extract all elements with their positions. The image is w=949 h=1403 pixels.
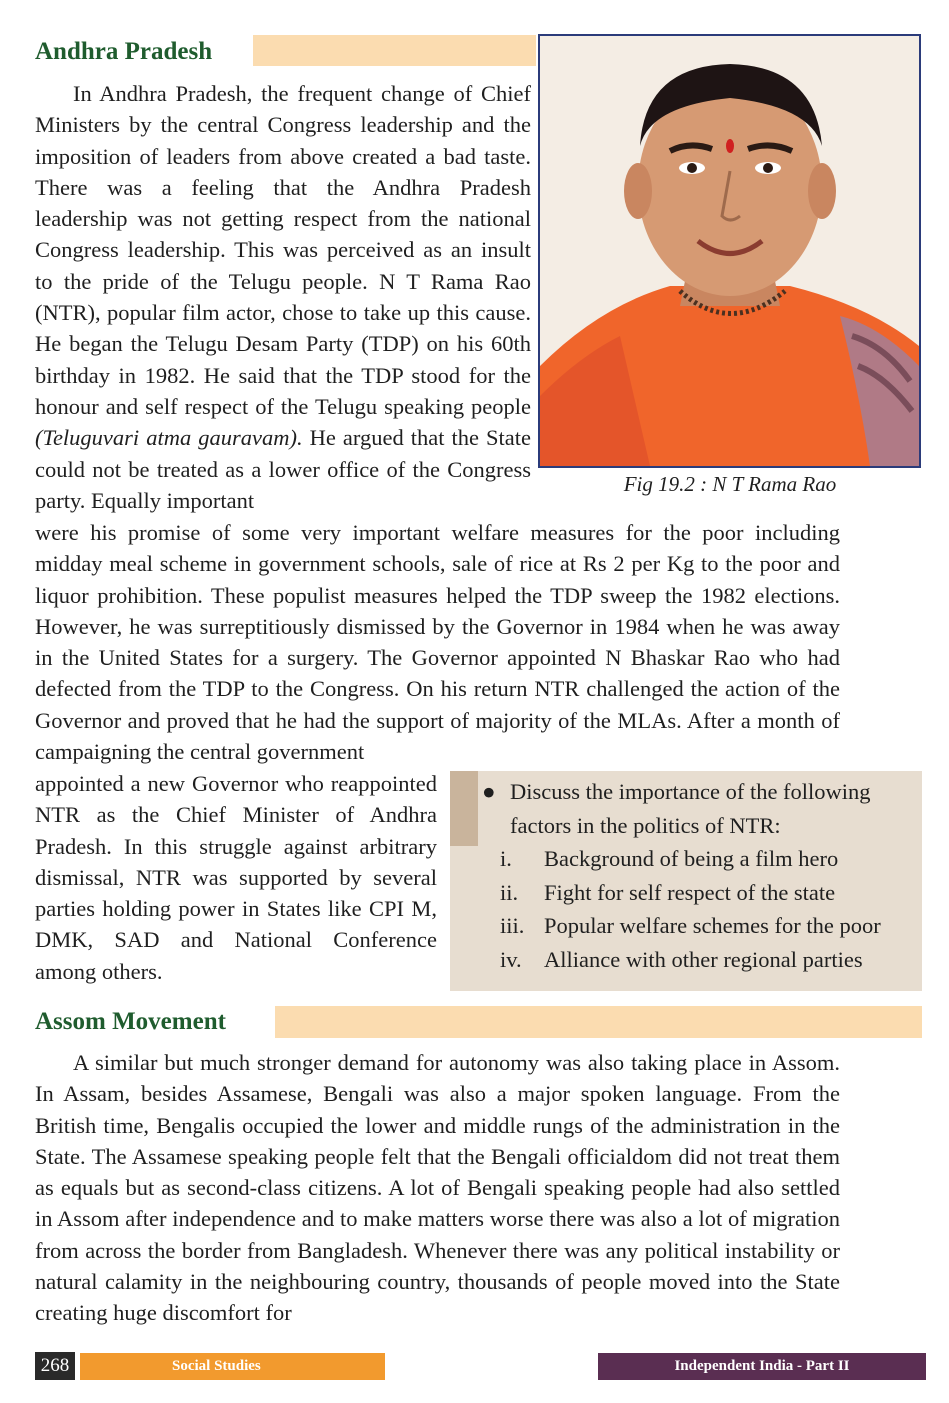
list-item: iv. Alliance with other regional parties [500, 946, 863, 972]
andhra-paragraph-1: In Andhra Pradesh, the frequent change of Chief Ministers by the central Congress leadership and the imposition of leaders from above created a bad taste. There was a feeling that the Andhra Pradesh leadership was not getting respect from the national Congress leadership. This was perceived as an insult to the pride of the Telugu people. N T Rama Rao (NTR), popular film actor, chose to take up this cause. He began the Telugu Desam Party (TDP) on his 60th birthday in 1982. He said that the TDP stood for the honour and self respect of the Telugu speaking people (Teluguvari atma gauravam). He argued that the State could not be treated as a lower office of the Congress party. Equally important [35, 81, 531, 513]
section-heading-andhra-pradesh: Andhra Pradesh [35, 38, 213, 65]
section-heading-assom-movement: Assom Movement [35, 1008, 226, 1035]
discussion-box-tab [450, 771, 478, 846]
assom-paragraph-1: A similar but much stronger demand for autonomy was also taking place in Assom. In Assam, besides Assamese, Bengali was also a major spoken language. From the British time, Bengalis occupied the lower and middle rungs of the administration in the State. The Assamese speaking people felt that the Bengali officialdom did not treat them as equals but as second-class citizens. A lot of Bengali speaking people had also settled in Assom after independence and to make matters worse there was also a lot of migration from across the border from Bangladesh. Whenever there was any political instability or natural calamity in the neighbouring country, thousands of people moved into the State creating huge discomfort for [35, 1050, 840, 1326]
andhra-paragraph-2: were his promise of some very important welfare measures for the poor including midday meal scheme in government schools, sale of rice at Rs 2 per Kg to the poor and liquor prohibition. These populist measures helped the TDP sweep the 1982 elections. However, he was surreptitiously dismissed by the Governor in 1984 when he was away in the United States for a surgery. The Governor appointed N Bhaskar Rao who had defected from the TDP to the Congress. On his return NTR challenged the action of the Governor and proved that he had the support of majority of the MLAs. After a month of campaigning the central government [35, 520, 840, 765]
footer-subject: Social Studies [80, 1353, 385, 1380]
heading-bar [275, 1006, 922, 1038]
figure-caption: Fig 19.2 : N T Rama Rao [623, 472, 837, 496]
list-item: iii. Popular welfare schemes for the poor [500, 913, 881, 938]
footer-chapter: Independent India - Part II [598, 1353, 926, 1380]
andhra-paragraph-3: appointed a new Governor who reappointed NTR as the Chief Minister of Andhra Pradesh. In this struggle against arbitrary dismissal, NTR was supported by several parties holding power in States like CPI M, DMK, SAD and National Conference among others. [35, 771, 437, 984]
ntr-photo [538, 34, 921, 468]
discussion-content [480, 775, 920, 976]
list-item: ii. Fight for self respect of the state [500, 879, 836, 905]
heading-bar [253, 35, 536, 66]
page-number: 268 [35, 1352, 75, 1380]
bullet-icon: ● [482, 779, 496, 804]
discussion-prompt: ● Discuss the importance of the following factors in the politics of NTR: [480, 775, 920, 842]
list-item: i. Background of being a film hero [500, 846, 839, 871]
